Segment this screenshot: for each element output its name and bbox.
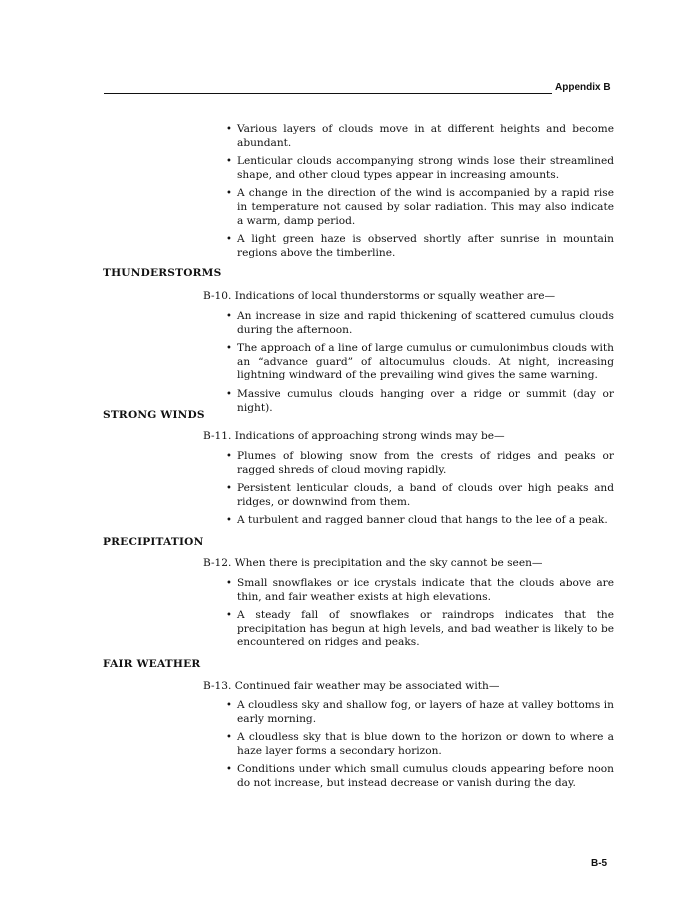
fair-weather-bullet-list (226, 699, 614, 791)
page-number: B-5 (591, 858, 608, 869)
list-item: • Persistent lenticular clouds, a band of clouds over high peaks and ridges, or downwind from them. (226, 482, 614, 508)
list-item: • Massive cumulus clouds hanging over a ridge or summit (day or night). (226, 387, 614, 414)
header-rule (104, 93, 552, 94)
bullet-icon: • (226, 610, 232, 622)
bullet-icon: • (226, 156, 232, 168)
thunderstorms-bullet-list (226, 310, 614, 415)
list-item: • An increase in size and rapid thickening of scattered cumulus clouds during the afternoon. (226, 310, 614, 336)
section-heading-fair-weather: FAIR WEATHER (103, 658, 201, 670)
bullet-icon: • (226, 764, 232, 776)
paragraph-b-10: B-10. Indications of local thunderstorms or squally weather are— (203, 290, 556, 302)
paragraph-b-12: B-12. When there is precipitation and the sky cannot be seen— (203, 557, 543, 569)
list-item: • A cloudless sky that is blue down to the horizon or down to where a haze layer forms a secondary horizon. (226, 731, 614, 757)
bullet-icon: • (226, 124, 232, 135)
list-item: • A steady fall of snowflakes or raindrops indicates that the precipitation has begun at high levels, and bad weather is likely to be encountered on ridges and peaks. (226, 609, 614, 649)
list-item: • Small snowflakes or ice crystals indicate that the clouds above are thin, and fair weather exists at high elevations. (226, 577, 614, 603)
precipitation-bullet-list (226, 577, 614, 650)
list-item: • The approach of a line of large cumulus or cumulonimbus clouds with an “advance guard” of altocumulus clouds. At night, increasing lightning windward of the prevailing wind gives the same warning. (226, 342, 614, 382)
list-item: • A change in the direction of the wind is accompanied by a rapid rise in temperature not caused by solar radiation. This may also indicate a warm, damp period. (226, 187, 614, 227)
paragraph-b-11: B-11. Indications of approaching strong winds may be— (203, 430, 505, 442)
running-header: Appendix B (555, 82, 611, 93)
list-item: • A cloudless sky and shallow fog, or layers of haze at valley bottoms in early morning. (226, 699, 614, 725)
bullet-icon: • (226, 578, 232, 589)
bullet-icon: • (226, 451, 232, 462)
bullet-icon: • (226, 311, 232, 322)
bullet-icon: • (226, 483, 232, 495)
bullet-icon: • (226, 343, 232, 355)
section-heading-thunderstorms: THUNDERSTORMS (103, 267, 222, 279)
list-item: • Various layers of clouds move in at different heights and become abundant. (226, 123, 614, 149)
strong-winds-bullet-list (226, 450, 614, 528)
section-heading-precipitation: PRECIPITATION (103, 536, 204, 548)
bullet-icon: • (226, 188, 232, 200)
intro-bullet-list (226, 123, 614, 260)
paragraph-b-13: B-13. Continued fair weather may be associated with— (203, 680, 500, 692)
bullet-icon: • (226, 388, 232, 400)
list-item: • Plumes of blowing snow from the crests of ridges and peaks or ragged shreds of cloud moving rapidly. (226, 450, 614, 476)
list-item: • A light green haze is observed shortly after sunrise in mountain regions above the timberline. (226, 233, 614, 259)
list-item: • Conditions under which small cumulus clouds appearing before noon do not increase, but instead decrease or vanish during the day. (226, 763, 614, 789)
bullet-icon: • (226, 700, 232, 711)
bullet-icon: • (226, 234, 232, 246)
list-item: • Lenticular clouds accompanying strong winds lose their streamlined shape, and other cloud types appear in increasing amounts. (226, 155, 614, 181)
list-item: • A turbulent and ragged banner cloud that hangs to the lee of a peak. (226, 514, 608, 527)
section-heading-strong-winds: STRONG WINDS (103, 409, 205, 421)
bullet-icon: • (226, 732, 232, 744)
bullet-icon: • (226, 515, 232, 527)
